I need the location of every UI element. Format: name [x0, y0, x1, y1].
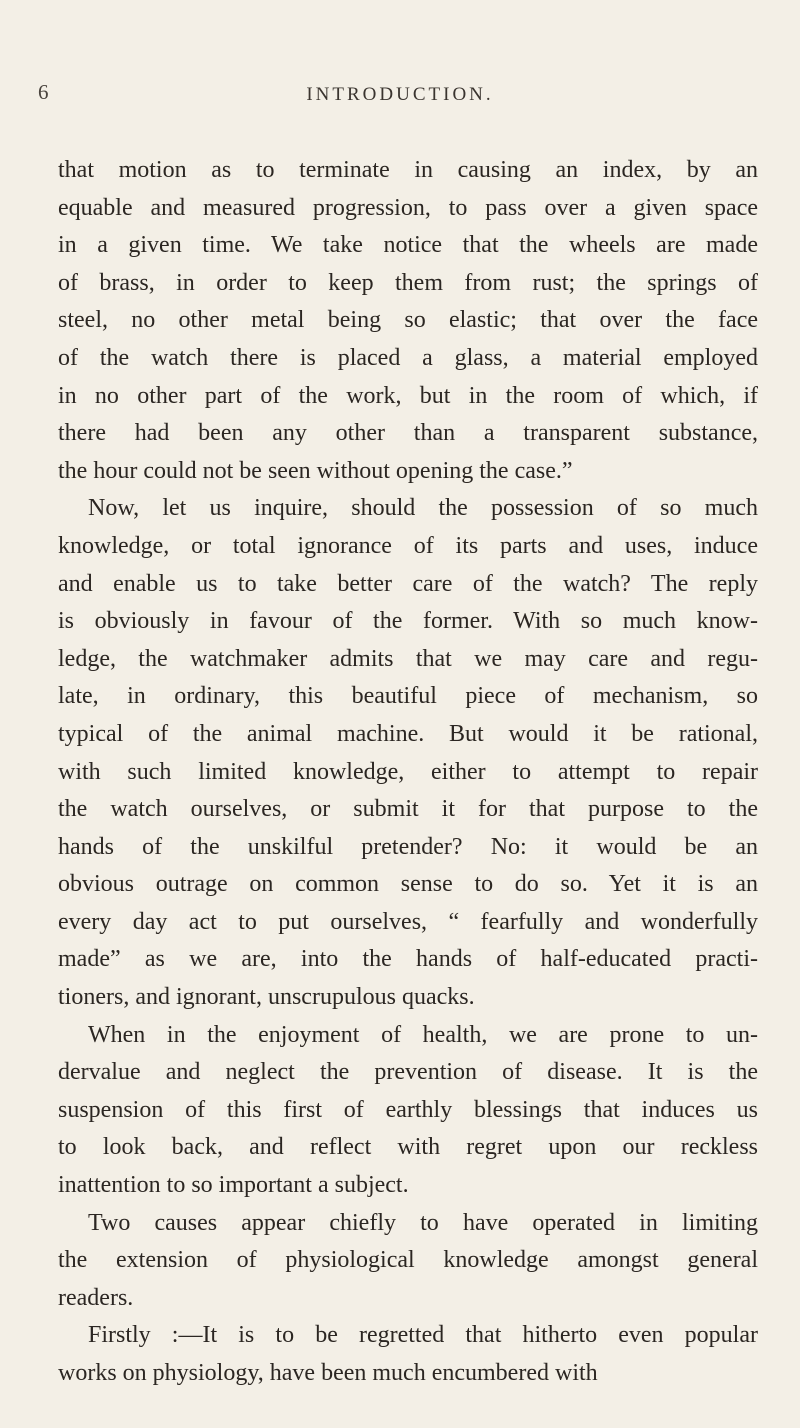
text-line: the extension of physiological knowledge amongst general [58, 1247, 758, 1274]
text-line: to look back, and reflect with regret upon our reckless [58, 1134, 758, 1161]
text-line: made” as we are, into the hands of half-educated practi- [58, 946, 758, 973]
text-line: equable and measured progression, to pass over a given space [58, 194, 758, 221]
text-line: readers. [58, 1284, 134, 1311]
text-line: dervalue and neglect the prevention of disease. It is the [58, 1059, 758, 1086]
text-line: When in the enjoyment of health, we are prone to un- [88, 1021, 758, 1048]
text-line: obvious outrage on common sense to do so. Yet it is an [58, 871, 758, 898]
text-line: typical of the animal machine. But would it be rational, [58, 720, 758, 747]
text-line: there had been any other than a transparent substance, [58, 420, 758, 447]
page-number: 6 [38, 80, 49, 104]
text-line: and enable us to take better care of the watch? The reply [58, 570, 758, 597]
text-line: every day act to put ourselves, “ fearfully and wonderfully [58, 908, 758, 935]
text-line: suspension of this first of earthly blessings that induces us [58, 1096, 758, 1123]
text-line: hands of the unskilful pretender? No: it would be an [58, 833, 758, 860]
text-line: is obviously in favour of the former. With so much know- [58, 608, 758, 635]
text-line: in a given time. We take notice that the wheels are made [58, 232, 758, 259]
text-line: of the watch there is placed a glass, a material employed [58, 344, 758, 371]
text-line: the hour could not be seen without opening the case.” [58, 457, 573, 484]
text-line: steel, no other metal being so elastic; that over the face [58, 307, 758, 334]
text-line: in no other part of the work, but in the room of which, if [58, 382, 758, 409]
text-line: late, in ordinary, this beautiful piece of mechanism, so [58, 683, 758, 710]
text-line: knowledge, or total ignorance of its parts and uses, induce [58, 532, 758, 559]
text-line: inattention to so important a subject. [58, 1172, 409, 1199]
text-line: Firstly :—It is to be regretted that hitherto even popular [88, 1322, 758, 1349]
body-text [58, 152, 758, 1393]
text-line: Now, let us inquire, should the possession of so much [88, 495, 758, 522]
text-line: tioners, and ignorant, unscrupulous quacks. [58, 984, 475, 1011]
text-line: with such limited knowledge, either to attempt to repair [58, 758, 758, 785]
text-line: the watch ourselves, or submit it for that purpose to the [58, 796, 758, 823]
text-line: works on physiology, have been much encumbered with [58, 1360, 598, 1386]
running-head: INTRODUCTION. [306, 84, 494, 105]
text-line: Two causes appear chiefly to have operated in limiting [88, 1209, 758, 1236]
text-line: ledge, the watchmaker admits that we may care and regu- [58, 645, 758, 672]
text-line: that motion as to terminate in causing an index, by an [58, 157, 758, 183]
text-line: of brass, in order to keep them from rust; the springs of [58, 269, 758, 296]
